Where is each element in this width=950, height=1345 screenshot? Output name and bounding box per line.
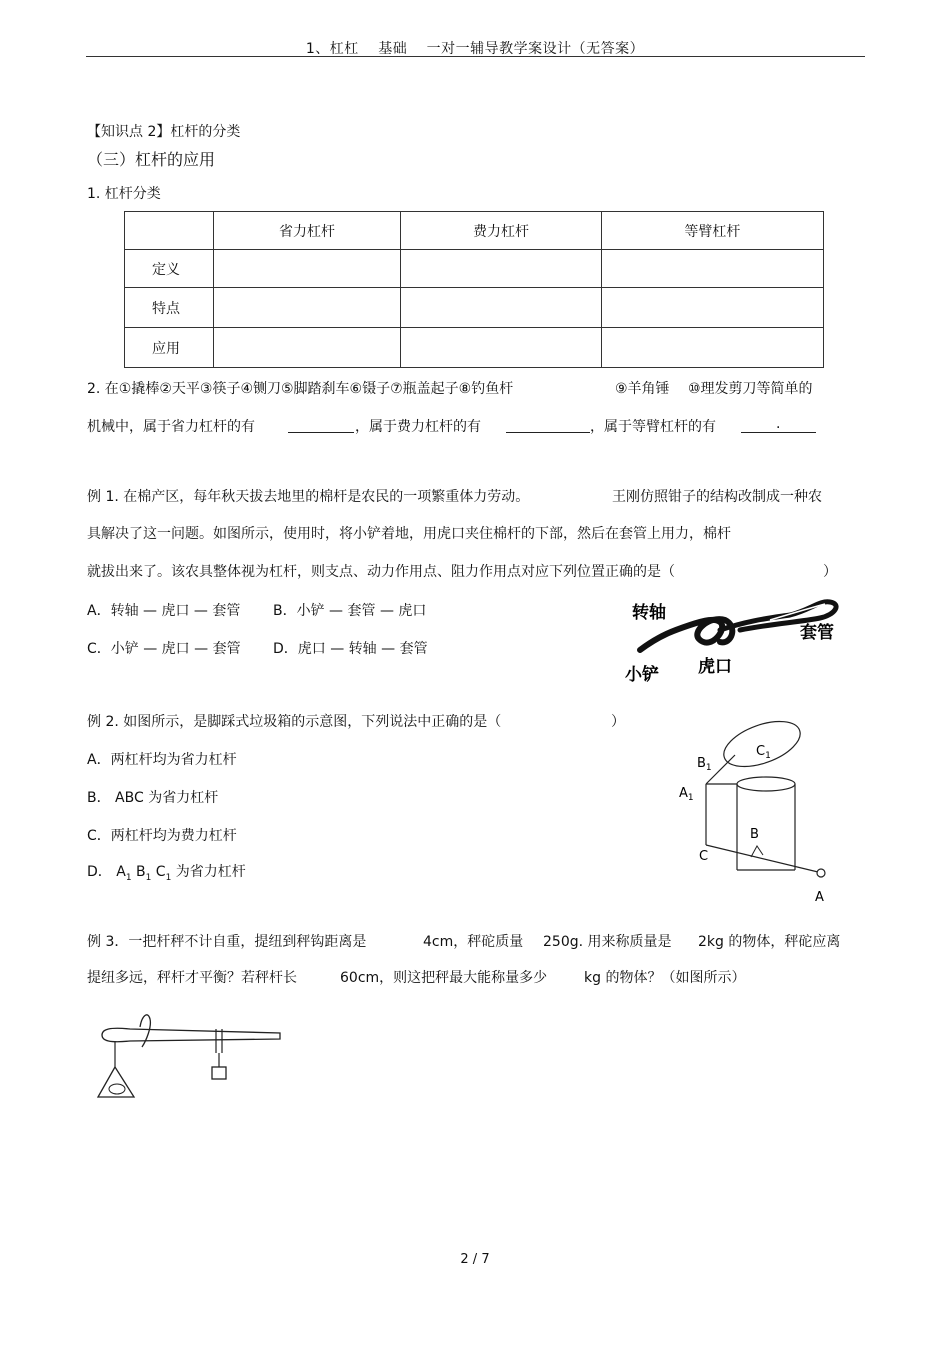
label-c1: $C_1$ — [756, 744, 771, 761]
example-1-option-d: D．虎口 — 转轴 — 套管 — [273, 641, 428, 657]
table-cell — [213, 250, 400, 288]
table-header-cell: 等臂杠杆 — [601, 212, 823, 250]
label-shovel: 小铲 — [625, 665, 659, 685]
option-d-b-sub: 1 — [145, 872, 152, 883]
label-b: B — [750, 827, 759, 842]
pedal-trash-bin-figure — [675, 715, 835, 910]
example-2-question: 例 2. 如图所示，是脚踩式垃圾箱的示意图，下列说法中正确的是（ — [87, 714, 502, 730]
steelyard-figure — [90, 1005, 290, 1105]
bin-top — [737, 777, 795, 791]
example-1-option-c: C．小铲 — 虎口 — 套管 — [87, 641, 241, 657]
example-2-option-d — [87, 861, 246, 883]
example-3-line2c: kg 的物体？（如图所示） — [584, 970, 746, 986]
table-cell — [213, 288, 400, 328]
example-3-line2a: 提纽多远，秤杆才平衡？若秤杆长 — [87, 970, 297, 986]
page-header-title: 1、杠杠 基础 一对一辅导教学案设计（无答案） — [305, 41, 645, 57]
puller-jaw-shape — [640, 619, 732, 650]
counterweight-cord — [216, 1029, 222, 1053]
question-2-line1b: ⑨羊角锤 ⑩理发剪刀等简单的 — [615, 381, 813, 397]
knowledge-point-label: 【知识点 2】杠杆的分类 — [87, 124, 241, 140]
example-3-line1c: 250g. 用来称质量是 — [543, 934, 672, 950]
table-header-cell: 省力杠杆 — [213, 212, 400, 250]
answer-blank-effort-saving[interactable] — [288, 418, 354, 433]
option-d-a-sub: 1 — [125, 872, 132, 883]
header-rule — [86, 56, 865, 57]
question-1-label: 1. 杠杆分类 — [87, 186, 161, 202]
table-cell — [401, 328, 601, 368]
option-d-prefix: D． — [87, 864, 117, 880]
label-a: A — [815, 890, 824, 905]
label-jaw: 虎口 — [698, 657, 732, 677]
table-cell — [601, 328, 823, 368]
option-d-suffix: 为省力杠杆 — [171, 864, 246, 880]
label-sleeve: 套管 — [800, 623, 834, 643]
pedal-lever — [706, 845, 818, 872]
example-1-option-a: A．转轴 — 虎口 — 套管 — [87, 603, 241, 619]
example-1-line2: 具解决了这一问题。如图所示，使用时，将小铲着地，用虎口夹住棉杆的下部，然后在套管上用力，棉杆 — [87, 526, 731, 542]
example-3-line1d: 2kg 的物体，秤砣应离 — [698, 934, 841, 950]
table-header-cell: 费力杠杆 — [401, 212, 601, 250]
table-row-label: 应用 — [125, 328, 214, 368]
pedal-knob — [817, 869, 825, 877]
example-3-line1a: 例 3．一把杆秤不计自重，提纽到秤钩距离是 — [87, 934, 367, 950]
table-row — [125, 328, 824, 368]
example-1-line1a: 例 1. 在棉产区，每年秋天拔去地里的棉杆是农民的一项繁重体力劳动。 — [87, 489, 530, 505]
option-d-b: B — [131, 864, 146, 880]
question-2-line2a: 机械中，属于省力杠杆的有 — [87, 419, 255, 435]
label-b1: $B_1$ — [697, 756, 712, 773]
table-cell — [213, 328, 400, 368]
table-cell — [601, 250, 823, 288]
table-row-label: 特点 — [125, 288, 214, 328]
example-1-option-b: B．小铲 — 套管 — 虎口 — [273, 603, 427, 619]
example-3-line2b: 60cm，则这把秤最大能称量多少 — [340, 970, 548, 986]
label-axis: 转轴 — [632, 603, 666, 623]
example-2-option-a: A．两杠杆均为省力杠杆 — [87, 752, 237, 768]
answer-blank-effort-costing[interactable] — [506, 418, 590, 433]
example-2-option-c: C．两杠杆均为费力杠杆 — [87, 828, 237, 844]
example-1-line1b: 王刚仿照钳子的结构改制成一种农 — [612, 489, 822, 505]
table-header-corner — [125, 212, 214, 250]
pivot-b-mark — [751, 846, 763, 857]
pan-load — [109, 1084, 125, 1094]
question-2-line1a: 2. 在①撬棒②天平③筷子④铡刀⑤脚踏刹车⑥镊子⑦瓶盖起子⑧钓鱼杆 — [87, 381, 514, 397]
example-2-option-b: B． ABC 为省力杠杆 — [87, 790, 219, 806]
option-d-a: A — [116, 864, 126, 880]
table-cell — [601, 288, 823, 328]
weighing-pan — [98, 1067, 134, 1097]
cotton-puller-figure — [620, 590, 860, 690]
section-heading: （三）杠杆的应用 — [87, 150, 216, 169]
example-1-line3: 就拔出来了。该农具整体视为杠杆，则支点、动力作用点、阻力作用点对应下列位置正确的是（ — [87, 564, 675, 580]
example-1-paren-close: ） — [823, 564, 837, 580]
steelyard-beam — [102, 1028, 280, 1042]
question-2-line2b: ，属于费力杠杆的有 — [355, 419, 481, 435]
table-row — [125, 250, 824, 288]
lever-classification-table — [124, 211, 824, 368]
example-2-paren-close: ） — [611, 714, 625, 730]
option-d-c-sub: 1 — [165, 872, 172, 883]
table-cell — [401, 250, 601, 288]
page-number: 2 / 7 — [460, 1252, 490, 1267]
table-row — [125, 288, 824, 328]
label-a1: $A_1$ — [679, 786, 694, 803]
counterweight — [212, 1067, 226, 1079]
lifting-cord — [140, 1015, 150, 1047]
table-row-label: 定义 — [125, 250, 214, 288]
table-header-row — [125, 212, 824, 250]
table-cell — [401, 288, 601, 328]
question-2-period: . — [776, 416, 781, 432]
example-3-line1b: 4cm，秤砣质量 — [423, 934, 524, 950]
question-2-line2c: ，属于等臂杠杆的有 — [590, 419, 716, 435]
label-c: C — [699, 849, 709, 864]
option-d-c: C — [151, 864, 166, 880]
